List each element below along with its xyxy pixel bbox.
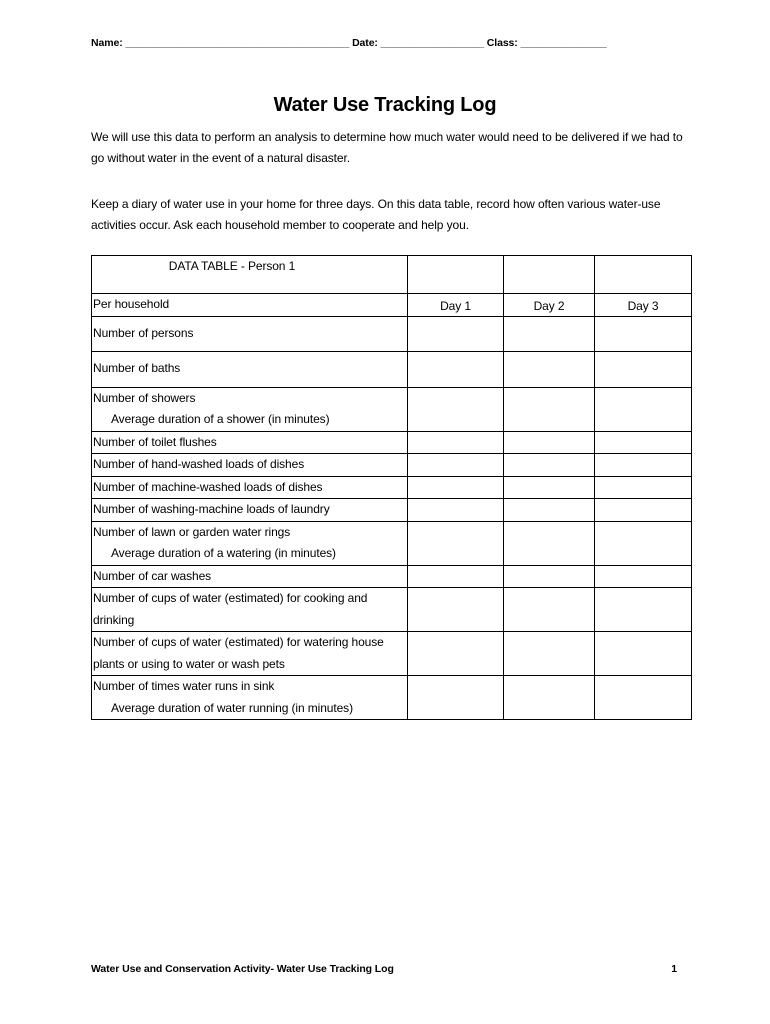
day-1-entry-cell[interactable] [408, 351, 504, 387]
row-label-cell [92, 351, 408, 387]
row-sub-label: Average duration of a watering (in minutes) [111, 546, 336, 560]
day-3-entry-cell[interactable] [595, 476, 692, 499]
day-2-entry-cell[interactable] [504, 476, 595, 499]
row-label-cell [92, 476, 408, 499]
table-row [92, 316, 692, 351]
day-2-entry-cell[interactable] [504, 565, 595, 588]
day-2-entry-cell[interactable] [504, 521, 595, 565]
day-1-entry-cell[interactable] [408, 676, 504, 720]
table-row [92, 431, 692, 454]
row-label: Number of hand-washed loads of dishes [93, 457, 305, 471]
data-table [91, 255, 692, 720]
table-row [92, 676, 692, 720]
day-2-entry-cell[interactable] [504, 499, 595, 522]
day-1-entry-cell[interactable] [408, 454, 504, 477]
day-1-entry-cell[interactable] [408, 316, 504, 351]
row-label: Number of times water runs in sink [93, 679, 275, 693]
row-label: Number of lawn or garden water rings [93, 524, 291, 539]
page-title: Water Use Tracking Log [273, 94, 497, 116]
day-3-header: Day 3 [595, 294, 692, 317]
day-1-entry-cell[interactable] [408, 431, 504, 454]
day-3-entry-cell[interactable] [595, 676, 692, 720]
table-row [92, 351, 692, 387]
day-3-entry-cell[interactable] [595, 454, 692, 477]
day-1-entry-cell[interactable] [408, 565, 504, 588]
day-2-entry-cell[interactable] [504, 454, 595, 477]
day-2-entry-cell[interactable] [504, 316, 595, 351]
day-cell[interactable] [595, 256, 692, 294]
table-title-row [92, 256, 692, 294]
day-3-entry-cell[interactable] [595, 588, 692, 632]
table-row [92, 499, 692, 522]
row-label: Number of car washes [93, 568, 212, 583]
row-sub-label: Average duration of water running (in minutes) [111, 700, 353, 715]
row-label: Number of machine-washed loads of dishes [93, 479, 323, 494]
table-row [92, 454, 692, 477]
row-label-cell [92, 676, 408, 720]
table-header-row [92, 294, 692, 317]
table-body [92, 316, 692, 720]
row-label-cell [92, 632, 408, 676]
table-row [92, 521, 692, 565]
table-title: DATA TABLE - Person 1 [168, 259, 296, 273]
row-label-cell [92, 316, 408, 351]
row-label-cell [92, 588, 408, 632]
day-1-entry-cell[interactable] [408, 521, 504, 565]
row-label-cell [92, 521, 408, 565]
day-3-entry-cell[interactable] [595, 351, 692, 387]
day-3-entry-cell[interactable] [595, 499, 692, 522]
day-3-entry-cell[interactable] [595, 521, 692, 565]
day-2-entry-cell[interactable] [504, 676, 595, 720]
day-1-header: Day 1 [408, 294, 504, 317]
row-label-cell [92, 454, 408, 477]
day-3-entry-cell[interactable] [595, 565, 692, 588]
day-cell[interactable] [408, 256, 504, 294]
row-label: Number of cups of water (estimated) for watering house plants or using to water or wash pets [93, 635, 384, 671]
day-3-entry-cell[interactable] [595, 316, 692, 351]
page-footer [91, 963, 677, 975]
intro-paragraph-1: We will use this data to perform an analysis to determine how much water would need to be delivered if we had to go without water in the event of a natural disaster. [91, 130, 683, 165]
day-1-entry-cell[interactable] [408, 387, 504, 431]
table-title-cell [92, 256, 408, 294]
day-2-entry-cell[interactable] [504, 351, 595, 387]
row-label: Number of cups of water (estimated) for cooking and drinking [93, 591, 368, 627]
row-label-cell [92, 499, 408, 522]
name-date-class-line: Name: _______________________________________ Date: __________________ Class: _______________ [91, 37, 607, 49]
table-row [92, 565, 692, 588]
table-row [92, 387, 692, 431]
day-3-entry-cell[interactable] [595, 632, 692, 676]
table-row [92, 632, 692, 676]
day-cell[interactable] [504, 256, 595, 294]
row-label: Number of showers [93, 390, 196, 405]
row-label: Number of toilet flushes [93, 434, 217, 449]
footer-title: Water Use and Conservation Activity- Water Use Tracking Log [91, 963, 394, 975]
day-3-entry-cell[interactable] [595, 431, 692, 454]
row-label-cell [92, 387, 408, 431]
intro-paragraph-2: Keep a diary of water use in your home for three days. On this data table, record how often various water-use activities occur. Ask each household member to cooperate and help you. [91, 197, 661, 232]
row-label: Number of persons [93, 325, 194, 340]
row-label: Number of washing-machine loads of laundry [93, 502, 330, 516]
page-number: 1 [671, 963, 677, 975]
day-2-entry-cell[interactable] [504, 632, 595, 676]
day-2-entry-cell[interactable] [504, 387, 595, 431]
day-1-entry-cell[interactable] [408, 588, 504, 632]
row-label-cell [92, 565, 408, 588]
day-2-entry-cell[interactable] [504, 588, 595, 632]
day-2-entry-cell[interactable] [504, 431, 595, 454]
table-row [92, 588, 692, 632]
row-label-cell [92, 431, 408, 454]
row-label: Number of baths [93, 360, 181, 375]
day-2-header: Day 2 [504, 294, 595, 317]
day-3-entry-cell[interactable] [595, 387, 692, 431]
table-row [92, 476, 692, 499]
day-1-entry-cell[interactable] [408, 499, 504, 522]
day-1-entry-cell[interactable] [408, 476, 504, 499]
per-household-label: Per household [92, 294, 408, 317]
day-1-entry-cell[interactable] [408, 632, 504, 676]
row-sub-label: Average duration of a shower (in minutes) [111, 412, 330, 426]
